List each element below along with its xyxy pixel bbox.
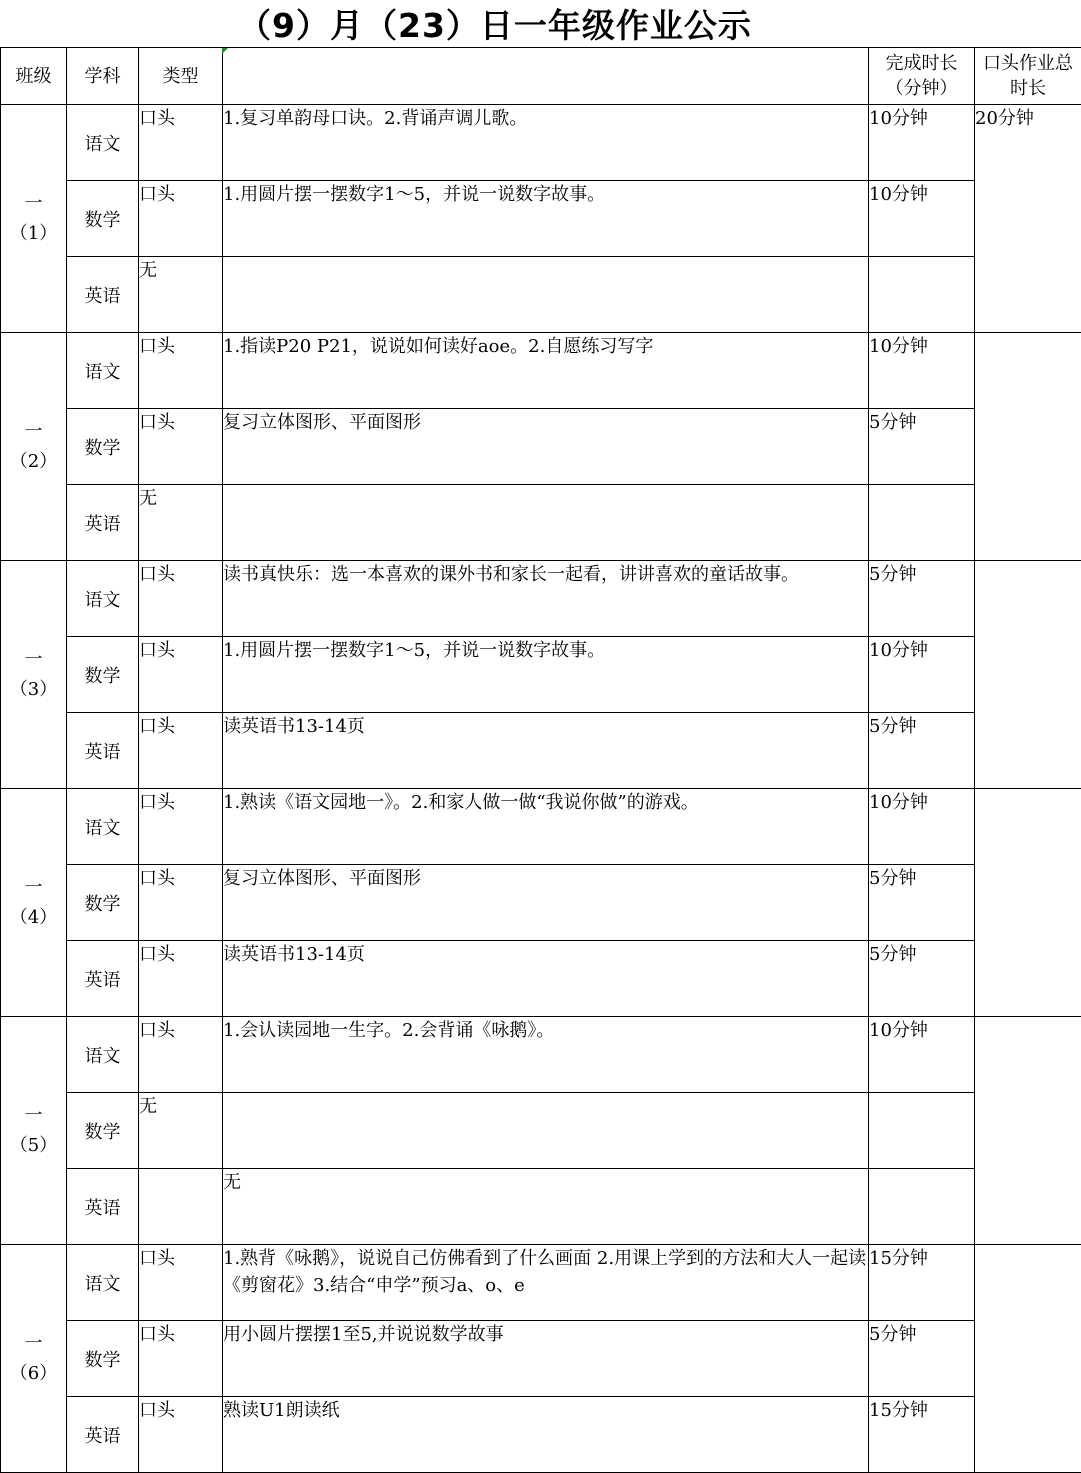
subject-cell: 语文 <box>67 561 139 637</box>
content-cell <box>223 1093 869 1169</box>
duration-cell: 15分钟 <box>869 1397 975 1473</box>
type-cell: 无 <box>139 257 223 333</box>
subject-cell: 英语 <box>67 257 139 333</box>
table-row <box>1 1017 1081 1093</box>
subject-cell: 英语 <box>67 713 139 789</box>
table-row <box>1 637 1081 713</box>
subject-cell: 语文 <box>67 105 139 181</box>
class-number: （6） <box>9 1362 58 1384</box>
content-cell <box>223 257 869 333</box>
class-grade: 一 <box>24 1332 43 1354</box>
class-cell <box>1 789 67 1017</box>
type-cell: 无 <box>139 1093 223 1169</box>
type-cell: 口头 <box>139 1245 223 1321</box>
total-duration-cell <box>975 789 1081 1017</box>
content-cell: 1.会认读园地一生字。2.会背诵《咏鹅》。 <box>223 1017 869 1093</box>
content-cell: 1.熟背《咏鹅》，说说自己仿佛看到了什么画面 2.用课上学到的方法和大人一起读《剪窗花》3.结合“申学”预习a、o、e <box>223 1245 869 1321</box>
type-cell: 口头 <box>139 1017 223 1093</box>
content-cell: 用小圆片摆摆1至5,并说说数学故事 <box>223 1321 869 1397</box>
type-cell: 口头 <box>139 105 223 181</box>
type-cell: 无 <box>139 485 223 561</box>
content-cell: 复习立体图形、平面图形 <box>223 409 869 485</box>
header-duration: 完成时长（分钟） <box>869 48 975 105</box>
class-number: （1） <box>9 222 58 244</box>
type-cell: 口头 <box>139 637 223 713</box>
content-cell: 熟读U1朗读纸 <box>223 1397 869 1473</box>
header-row <box>1 48 1081 105</box>
duration-cell: 5分钟 <box>869 865 975 941</box>
duration-cell: 5分钟 <box>869 941 975 1017</box>
homework-table <box>0 47 1081 1473</box>
table-row <box>1 1169 1081 1245</box>
cell-comment-marker <box>222 48 228 54</box>
content-cell: 读英语书13-14页 <box>223 941 869 1017</box>
total-duration-cell: 20分钟 <box>975 105 1081 333</box>
type-cell: 口头 <box>139 409 223 485</box>
duration-cell: 10分钟 <box>869 789 975 865</box>
class-cell <box>1 105 67 333</box>
content-cell: 读书真快乐：选一本喜欢的课外书和家长一起看，讲讲喜欢的童话故事。 <box>223 561 869 637</box>
subject-cell: 英语 <box>67 1397 139 1473</box>
table-row <box>1 105 1081 181</box>
type-cell <box>139 1169 223 1245</box>
class-cell <box>1 561 67 789</box>
table-row <box>1 941 1081 1017</box>
class-grade: 一 <box>24 192 43 214</box>
table-row <box>1 409 1081 485</box>
type-cell: 口头 <box>139 865 223 941</box>
table-row <box>1 1245 1081 1321</box>
table-row <box>1 1397 1081 1473</box>
table-row <box>1 181 1081 257</box>
class-grade: 一 <box>24 876 43 898</box>
subject-cell: 语文 <box>67 1017 139 1093</box>
table-row <box>1 1321 1081 1397</box>
subject-cell: 语文 <box>67 333 139 409</box>
content-cell: 1.熟读《语文园地一》。2.和家人做一做“我说你做”的游戏。 <box>223 789 869 865</box>
subject-cell: 英语 <box>67 1169 139 1245</box>
subject-cell: 语文 <box>67 1245 139 1321</box>
duration-cell: 10分钟 <box>869 105 975 181</box>
duration-cell: 5分钟 <box>869 713 975 789</box>
duration-cell: 10分钟 <box>869 1017 975 1093</box>
table-row <box>1 1093 1081 1169</box>
class-cell <box>1 333 67 561</box>
table-row <box>1 333 1081 409</box>
class-number: （5） <box>9 1134 58 1156</box>
type-cell: 口头 <box>139 181 223 257</box>
subject-cell: 英语 <box>67 485 139 561</box>
class-cell <box>1 1017 67 1245</box>
content-cell: 无 <box>223 1169 869 1245</box>
content-cell: 1.用圆片摆一摆数字1～5，并说一说数字故事。 <box>223 181 869 257</box>
table-row <box>1 257 1081 333</box>
subject-cell: 数学 <box>67 1321 139 1397</box>
duration-cell: 5分钟 <box>869 409 975 485</box>
class-grade: 一 <box>24 1104 43 1126</box>
content-cell: 1.复习单韵母口诀。2.背诵声调儿歌。 <box>223 105 869 181</box>
type-cell: 口头 <box>139 333 223 409</box>
table-row <box>1 865 1081 941</box>
type-cell: 口头 <box>139 1397 223 1473</box>
duration-cell <box>869 1169 975 1245</box>
subject-cell: 数学 <box>67 637 139 713</box>
content-cell <box>223 485 869 561</box>
total-duration-cell <box>975 1017 1081 1245</box>
page-title: （9）月（23）日一年级作业公示 <box>238 6 752 45</box>
duration-cell: 5分钟 <box>869 1321 975 1397</box>
class-grade: 一 <box>24 420 43 442</box>
subject-cell: 数学 <box>67 1093 139 1169</box>
duration-cell: 5分钟 <box>869 561 975 637</box>
table-row <box>1 789 1081 865</box>
type-cell: 口头 <box>139 941 223 1017</box>
table-row <box>1 561 1081 637</box>
class-number: （2） <box>9 450 58 472</box>
class-number: （4） <box>9 906 58 928</box>
total-duration-cell <box>975 1245 1081 1473</box>
subject-cell: 英语 <box>67 941 139 1017</box>
header-type: 类型 <box>139 48 223 105</box>
duration-cell: 10分钟 <box>869 181 975 257</box>
content-cell: 1.指读P20 P21，说说如何读好aoe。2.自愿练习写字 <box>223 333 869 409</box>
duration-cell: 15分钟 <box>869 1245 975 1321</box>
header-subject: 学科 <box>67 48 139 105</box>
class-cell <box>1 1245 67 1473</box>
duration-cell: 10分钟 <box>869 333 975 409</box>
table-row <box>1 485 1081 561</box>
duration-cell <box>869 257 975 333</box>
content-cell: 复习立体图形、平面图形 <box>223 865 869 941</box>
total-duration-cell <box>975 561 1081 789</box>
header-total: 口头作业总时长 <box>975 48 1081 105</box>
type-cell: 口头 <box>139 789 223 865</box>
class-number: （3） <box>9 678 58 700</box>
class-grade: 一 <box>24 648 43 670</box>
type-cell: 口头 <box>139 561 223 637</box>
duration-cell: 10分钟 <box>869 637 975 713</box>
duration-cell <box>869 485 975 561</box>
content-cell: 1.用圆片摆一摆数字1～5，并说一说数字故事。 <box>223 637 869 713</box>
type-cell: 口头 <box>139 713 223 789</box>
content-cell: 读英语书13-14页 <box>223 713 869 789</box>
type-cell: 口头 <box>139 1321 223 1397</box>
header-content <box>223 48 869 105</box>
duration-cell <box>869 1093 975 1169</box>
subject-cell: 数学 <box>67 865 139 941</box>
subject-cell: 语文 <box>67 789 139 865</box>
subject-cell: 数学 <box>67 409 139 485</box>
header-class: 班级 <box>1 48 67 105</box>
total-duration-cell <box>975 333 1081 561</box>
table-row <box>1 713 1081 789</box>
subject-cell: 数学 <box>67 181 139 257</box>
